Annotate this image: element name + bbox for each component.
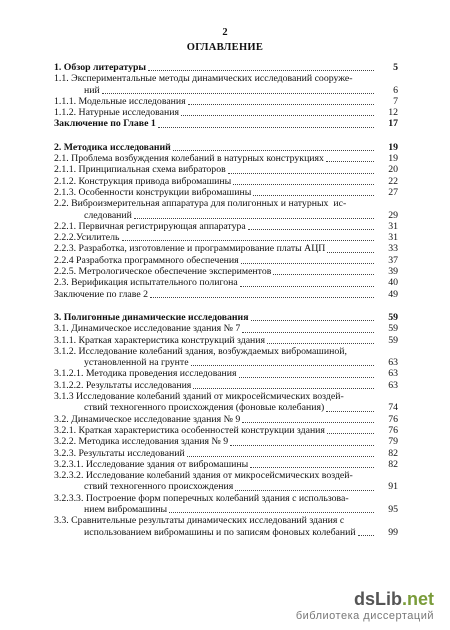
toc-entry-page: 31 (388, 220, 398, 232)
watermark-logo-tld: .net (401, 589, 434, 609)
toc-entry-text-cont: ствий техногенного происхождения (84, 481, 234, 493)
dot-leader (173, 150, 374, 151)
toc-entry-page: 74 (388, 402, 398, 414)
toc-entry-text-cont: следований (84, 209, 132, 221)
toc-entry-text: 3.2.3. Результаты исследований (54, 447, 185, 459)
toc-entry-text: 3.2.3.1. Исследование здания от вибромашины (54, 458, 249, 470)
toc-entry-page: 63 (388, 357, 398, 369)
toc-entry-page: 22 (388, 175, 398, 187)
toc-entry-text-cont: установленной на грунте (84, 357, 189, 369)
toc-entry-text: 2.2.5. Метрологическое обеспечение экспериментов (54, 266, 272, 278)
dot-leader (134, 218, 374, 219)
toc-entry-page: 91 (388, 481, 398, 493)
toc-entry-continuation (54, 357, 398, 368)
toc-entry-continuation (54, 210, 398, 221)
toc-entry-text: 3.1.1. Краткая характеристика конструкций здания (54, 334, 266, 346)
toc-entry-text: 3.2.3.3. Построение форм поперечных колебаний здания с использова- (54, 492, 349, 504)
toc-entry (54, 470, 398, 481)
toc-entry-text: 3.2.2. Методика исследования здания № 9 (54, 436, 229, 448)
dot-leader (240, 286, 374, 287)
toc-section (54, 142, 398, 300)
toc-entry (54, 232, 398, 243)
toc-entry-page: 19 (388, 153, 398, 165)
toc-entry-continuation (54, 402, 398, 413)
toc-entry-page: 6 (393, 84, 398, 96)
toc-entry (54, 414, 398, 425)
toc-entry-continuation (54, 481, 398, 492)
toc-entry (54, 323, 398, 334)
dot-leader (267, 343, 374, 344)
toc-entry-text: 1.1.1. Модельные исследования (54, 95, 186, 107)
toc-entry-page: 63 (388, 368, 398, 380)
toc-entry-text-cont: нием вибромашины (84, 503, 168, 515)
toc-entry (54, 425, 398, 436)
page-number: 2 (222, 27, 228, 38)
dot-leader (253, 195, 374, 196)
dot-leader (150, 297, 374, 298)
toc-entry (54, 221, 398, 232)
toc-entry-text: 3. Полигонные динамические исследования (54, 311, 249, 323)
toc-entry (54, 142, 398, 153)
toc-entry-text: 2.2.2.Усилитель (54, 232, 120, 244)
toc-entry (54, 266, 398, 277)
toc-entry (54, 312, 398, 323)
toc-entry-text: 2.2.3. Разработка, изготовление и программирование платы АЦП (54, 243, 326, 255)
dot-leader (273, 274, 374, 275)
watermark-logo-main: dsLib (353, 589, 402, 609)
toc-entry-continuation (54, 85, 398, 96)
toc-entry (54, 164, 398, 175)
dot-leader (228, 173, 374, 174)
toc-entry-text: 3.1.2.2. Результаты исследования (54, 379, 192, 391)
toc-entry-text: 3.2. Динамическое исследование здания № 9 (54, 413, 241, 425)
toc-entry (54, 448, 398, 459)
toc-entry-page: 49 (388, 288, 398, 300)
toc-entry-text: Заключение по Главе 1 (54, 118, 156, 130)
toc-entry-text-cont: ний (84, 84, 100, 96)
toc-entry-page: 5 (393, 62, 398, 73)
toc-entry-page: 17 (388, 118, 398, 130)
toc-entry (54, 289, 398, 300)
toc-entry-page: 20 (388, 164, 398, 176)
toc-entry-page: 82 (388, 458, 398, 470)
toc-entry-page: 39 (388, 266, 398, 278)
dot-leader (251, 320, 374, 321)
watermark-subtitle: библиотека диссертаций (295, 610, 434, 622)
page-title: ОГЛАВЛЕНИЕ (186, 42, 264, 53)
toc-entry (54, 107, 398, 118)
watermark-logo (294, 589, 434, 610)
toc-entry-text: 1.1. Экспериментальные методы динамических исследований сооруже- (54, 73, 353, 85)
toc-entry-page: 76 (388, 424, 398, 436)
toc-entry-page: 59 (388, 334, 398, 346)
dot-leader (326, 161, 374, 162)
dot-leader (191, 365, 374, 366)
toc-entry-text-cont: использованием вибромашины и по записям фоновых колебаний (84, 526, 356, 538)
toc-entry (54, 187, 398, 198)
dot-leader (242, 332, 374, 333)
dot-leader (233, 184, 374, 185)
toc-entry-page: 12 (388, 107, 398, 119)
toc-entry (54, 243, 398, 254)
dot-leader (242, 422, 374, 423)
toc-entry-text: 2.3. Верификация испытательного полигона (54, 277, 238, 289)
toc-entry-text: 2.1.2. Конструкция привода вибромашины (54, 175, 232, 187)
toc-entry-page: 19 (388, 141, 398, 153)
toc-entry (54, 62, 398, 73)
toc-entry (54, 436, 398, 447)
dot-leader (230, 445, 374, 446)
toc-section (54, 312, 398, 538)
toc-entry-page: 31 (388, 232, 398, 244)
toc-entry-text: Заключение по главе 2 (54, 288, 149, 300)
toc-entry-text: 3.2.3.2. Исследование колебаний здания от микросейсмических воздей- (54, 470, 353, 482)
toc-section (54, 62, 398, 130)
toc-entry (54, 153, 398, 164)
toc-entry (54, 255, 398, 266)
toc-entry (54, 346, 398, 357)
toc-entry-text: 2.2.1. Первичная регистрирующая аппаратура (54, 220, 246, 232)
dot-leader (250, 467, 374, 468)
dot-leader (248, 229, 374, 230)
toc-entry-text: 3.1. Динамическое исследование здания № 7 (54, 323, 241, 335)
table-of-contents (54, 62, 398, 550)
toc-entry-text: 2.1.1. Принципиальная схема вибраторов (54, 164, 226, 176)
toc-entry (54, 118, 398, 129)
toc-entry-text: 3.1.2. Исследование колебаний здания, возбуждаемых вибромашиной, (54, 345, 347, 357)
dot-leader (358, 535, 374, 536)
toc-entry-text: 2.1. Проблема возбуждения колебаний в натурных конструкциях (54, 153, 324, 165)
toc-entry (54, 493, 398, 504)
toc-entry-text: 2.2. Виброизмерительная аппаратура для полигонных и натурных ис- (54, 198, 347, 210)
toc-entry-page: 7 (393, 95, 398, 107)
dot-leader (326, 411, 374, 412)
toc-entry-text: 3.2.1. Краткая характеристика особенностей конструкции здания (54, 424, 325, 436)
toc-entry-page: 59 (388, 323, 398, 335)
toc-entry-page: 37 (388, 254, 398, 266)
toc-entry (54, 459, 398, 470)
watermark (294, 589, 434, 622)
toc-entry (54, 335, 398, 346)
toc-entry-continuation (54, 527, 398, 538)
toc-entry-page: 79 (388, 436, 398, 448)
toc-entry-text: 1.1.2. Натурные исследования (54, 107, 180, 119)
toc-entry (54, 176, 398, 187)
toc-entry-page: 63 (388, 379, 398, 391)
dot-leader (122, 240, 374, 241)
dot-leader (327, 433, 374, 434)
dot-leader (187, 456, 374, 457)
dot-leader (327, 252, 374, 253)
dot-leader (241, 263, 374, 264)
dot-leader (148, 70, 374, 71)
toc-entry-continuation (54, 504, 398, 515)
toc-entry-page: 76 (388, 413, 398, 425)
dot-leader (235, 490, 374, 491)
dot-leader (188, 104, 374, 105)
dot-leader (239, 377, 374, 378)
toc-entry-text: 3.1.2.1. Методика проведения исследования (54, 368, 237, 380)
toc-entry-page: 82 (388, 447, 398, 459)
toc-entry-page: 33 (388, 243, 398, 255)
dot-leader (102, 93, 374, 94)
toc-entry-text: 2. Методика исследований (54, 141, 171, 153)
toc-entry-text: 2.1.3. Особенности конструкции вибромашины (54, 186, 252, 198)
toc-entry (54, 277, 398, 288)
toc-entry-text: 1. Обзор литературы (54, 62, 147, 73)
dot-leader (169, 512, 374, 513)
toc-entry-text: 3.3. Сравнительные результаты динамических исследований здания с (54, 515, 345, 527)
toc-entry-page: 99 (388, 526, 398, 538)
toc-entry (54, 368, 398, 379)
toc-entry-page: 59 (388, 311, 398, 323)
toc-entry-text: 2.2.4 Разработка программного обеспечения (54, 254, 239, 266)
toc-entry (54, 515, 398, 526)
toc-entry (54, 380, 398, 391)
toc-entry (54, 198, 398, 209)
toc-entry-page: 40 (388, 277, 398, 289)
dot-leader (181, 115, 374, 116)
toc-entry-text: 3.1.3 Исследование колебаний зданий от микросейсмических воздей- (54, 391, 344, 403)
toc-entry-page: 27 (388, 186, 398, 198)
toc-entry-page: 95 (388, 503, 398, 515)
toc-entry (54, 96, 398, 107)
toc-entry (54, 73, 398, 84)
toc-entry-page: 29 (388, 209, 398, 221)
toc-entry-text-cont: ствий техногенного происхождения (фоновые колебания) (84, 402, 325, 414)
dot-leader (193, 388, 374, 389)
dot-leader (158, 127, 374, 128)
toc-entry (54, 391, 398, 402)
